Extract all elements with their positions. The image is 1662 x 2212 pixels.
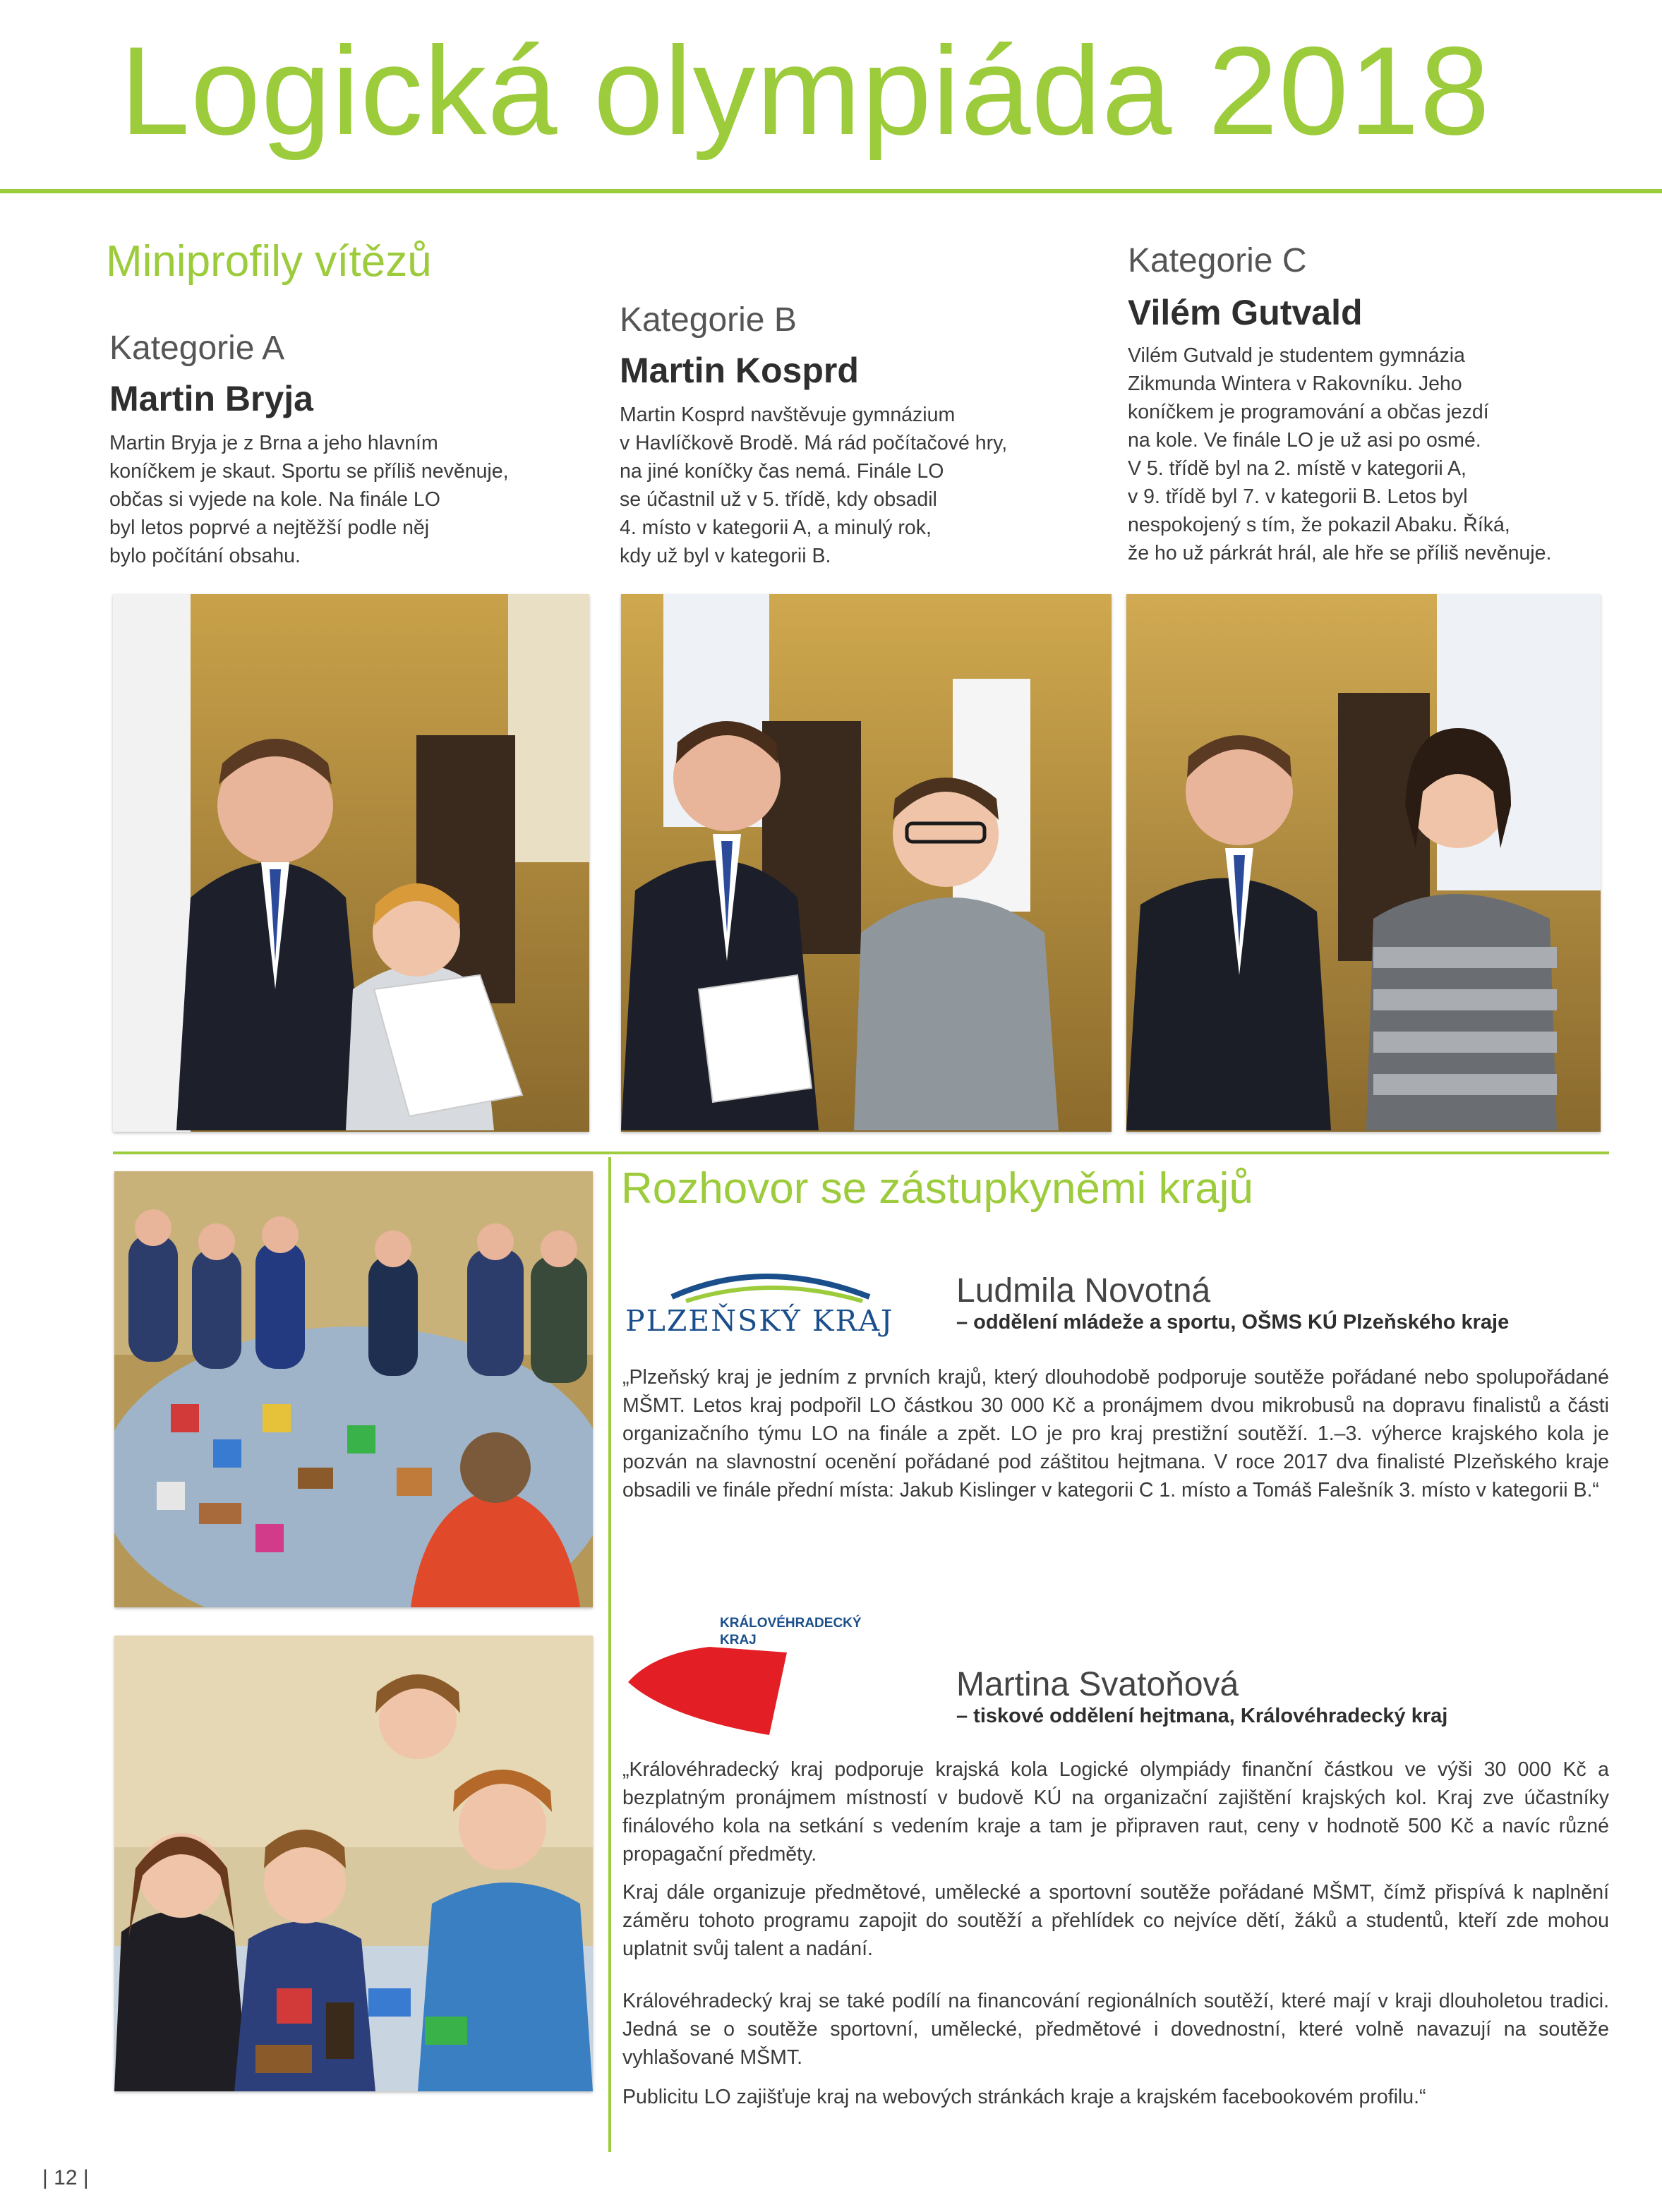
- hradec-kraj-logo: [625, 1616, 886, 1736]
- winner-a-bio: Martin Bryja je z Brna a jeho hlavním koníčkem je skaut. Sportu se příliš nevěnuje, občas si vyjede na kole. Na finále LO byl letos poprvé a nejtěžší podle něj bylo počítání obsahu.: [109, 432, 509, 567]
- plzen-quote: „Plzeňský kraj je jedním z prvních krajů, který dlouhodobě podporuje soutěže pořádané nebo spolupořádané MŠMT. Letos kraj podpořil LO částkou 30 000 Kč a pronájmem dvou mikrobusů na dopravu finalistů a části organizačního týmu LO na finále a zpět. LO je pro kraj prestižní soutěží. 1.–3. výherce krajského kola je pozván na slavnostní ocenění pořádané pod záštitou hejtmana. V roce 2017 dva finalisté Plzeňského kraje obsadili ve finále přední místa: Jakub Kislinger v kategorii C 1. místo a Tomáš Falešník 3. místo v kategorii B.“: [622, 1366, 1609, 1501]
- winner-b-name: Martin Kosprd: [620, 351, 859, 390]
- hradec-paragraph-2: Kraj dále organizuje předmětové, umělecké a sportovní soutěže pořádané MŠMT, čímž přispívá k naplnění záměru tohoto programu zapojit do soutěží a přehlídek co nejvíce dětí, žáků a studentů, kteří zde mohou uplatnit svůj talent a nadání.: [622, 1881, 1609, 1960]
- winner-a-name: Martin Bryja: [109, 379, 313, 418]
- category-b-label: Kategorie B: [620, 301, 797, 339]
- hradec-kraj-logo-line1: KRÁLOVÉHRADECKÝ: [720, 1616, 862, 1631]
- category-a-label: Kategorie A: [109, 330, 285, 367]
- section-divider-horizontal: [113, 1152, 1609, 1154]
- photo-winner-a: [113, 594, 589, 1132]
- photo-winner-c: [1126, 594, 1601, 1132]
- hradec-paragraph-1: „Královéhradecký kraj podporuje krajská kola Logické olympiády finanční částkou ve výši 30 000 Kč a bezplatným pronájmem místností v budově KÚ na organizační zajištění krajských kol. Kraj zve účastníky finálového kola na setkání s vedením kraje a tam je připraven raut, ceny v hodnotě 500 Kč a navíc různé propagační předměty.: [622, 1758, 1609, 1866]
- page-number: | 12 |: [42, 2166, 89, 2189]
- section-divider-vertical: [608, 1157, 611, 2152]
- plzen-person-role: – oddělení mládeže a sportu, OŠMS KÚ Plzeňského kraje: [956, 1311, 1510, 1334]
- hradec-person-role: – tiskové oddělení hejtmana, Královéhradecký kraj: [956, 1705, 1448, 1727]
- winner-c-bio: Vilém Gutvald je studentem gymnázia Zikmunda Wintera v Rakovníku. Jeho koníčkem je programování a občas jezdí na kole. Ve finále LO je už asi po osmé. V 5. třídě byl na 2. místě v kategorii A, v 9. třídě byl 7. v kategorii B. Letos byl nespokojený s tím, že pokazil Abaku. Říká, že ho už párkrát hrál, ale hře se příliš nevěnuje.: [1128, 344, 1552, 564]
- hradec-paragraph-4: Publicitu LO zajišťuje kraj na webových stránkách kraje a krajském facebookovém profilu.“: [622, 2086, 1426, 2108]
- winner-c-name: Vilém Gutvald: [1128, 293, 1363, 332]
- title-underline: [0, 189, 1662, 193]
- category-c-label: Kategorie C: [1128, 242, 1307, 279]
- hradec-kraj-logo-line2: KRAJ: [720, 1633, 757, 1648]
- hradec-paragraph-3: Královéhradecký kraj se také podílí na financování regionálních soutěží, které mají v kraji dlouholetou tradici. Jedná se o soutěže sportovní, umělecké, předmětové i dovednostní, které volně navazují na soutěže vyhlašované MŠMT.: [622, 1990, 1609, 2069]
- plzen-kraj-logo: [622, 1263, 905, 1341]
- photo-winner-b: [621, 594, 1112, 1132]
- interview-section-title: Rozhovor se zástupkyněmi krajů: [621, 1164, 1253, 1213]
- hradec-person-name: Martina Svatoňová: [956, 1666, 1239, 1703]
- winner-b-bio: Martin Kosprd navštěvuje gymnázium v Havlíčkově Brodě. Má rád počítačové hry, na jiné koníčky čas nemá. Finále LO se účastnil už v 5. třídě, kdy obsadil 4. místo v kategorii A, a minulý rok, kdy už byl v kategorii B.: [620, 404, 1008, 567]
- photo-children-table: [114, 1171, 593, 1607]
- photo-children-puzzles: [114, 1636, 593, 2091]
- plzen-person-name: Ludmila Novotná: [956, 1272, 1211, 1310]
- page-title: Logická olympiáda 2018: [120, 20, 1491, 161]
- profiles-section-title: Miniprofily vítězů: [106, 237, 432, 286]
- plzen-kraj-logo-text: PLZEŇSKÝ KRAJ: [625, 1304, 894, 1338]
